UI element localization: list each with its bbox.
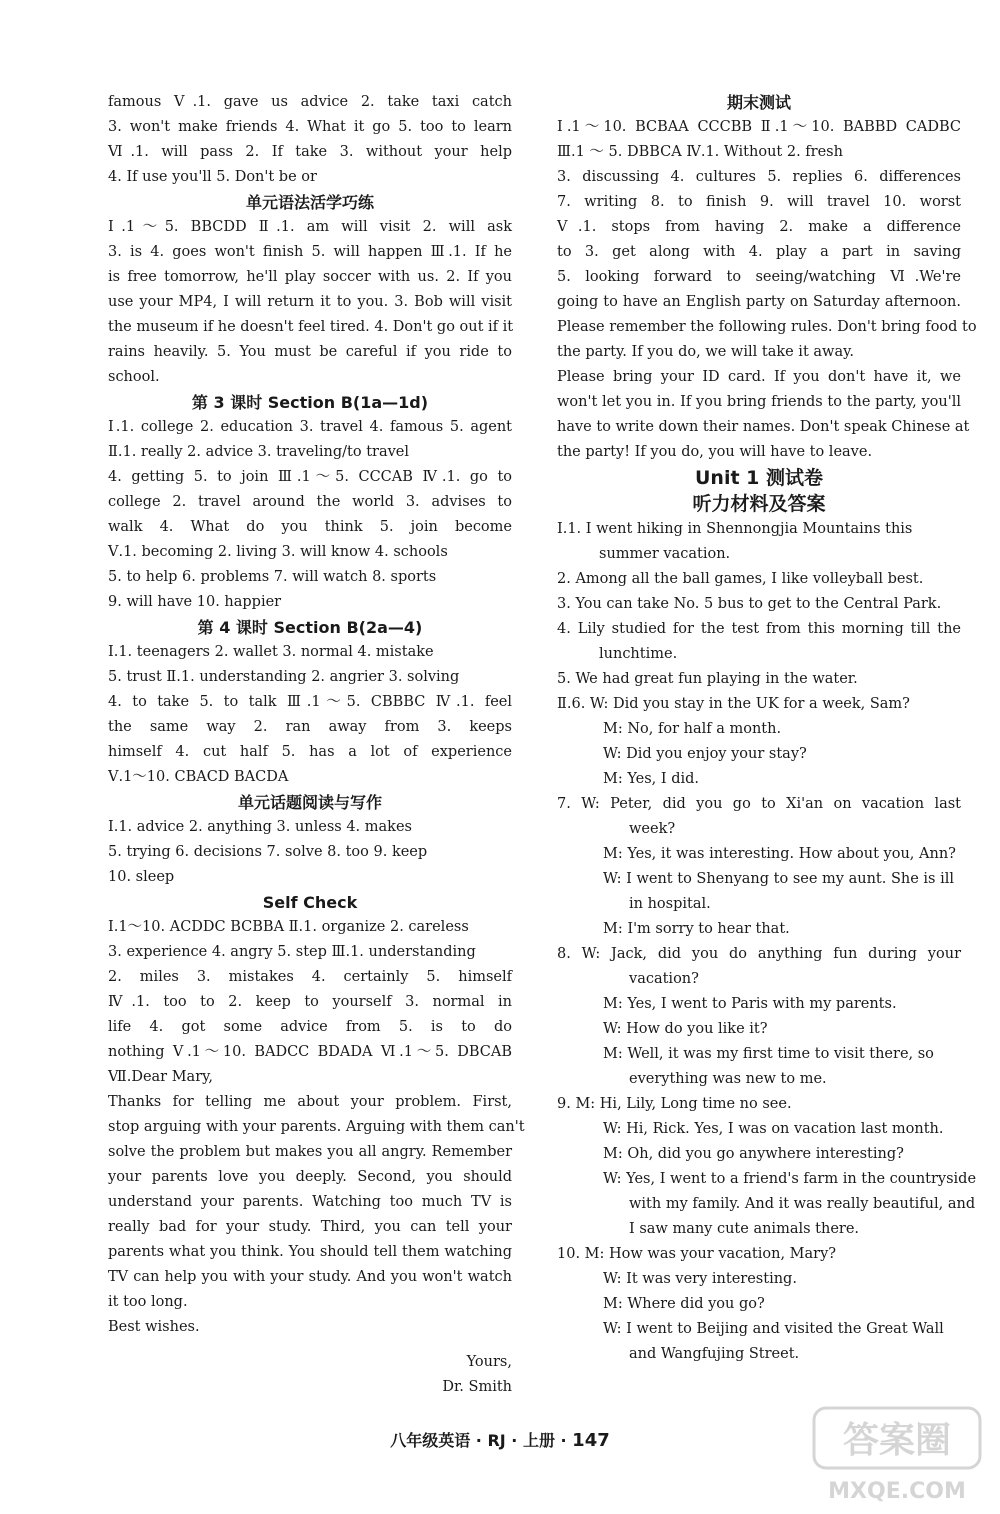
section-heading: 单元话题阅读与写作 [237,793,382,812]
text-line: 5. looking forward to seeing/watching Ⅵ.We're [557,269,961,285]
text-line: 3. You can take No. 5 bus to get to the Central Park. [557,596,942,612]
text-line: 7. W: Peter, did you go to Xi'an on vacation last [557,796,961,812]
text-line: Best wishes. [108,1319,200,1335]
text-line: solve the problem but makes you all angry. Remember [108,1144,512,1160]
dialogue-line: M: Yes, it was interesting. How about you, Ann? [603,846,956,862]
text-line: to 3. get along with 4. play a part in saving [557,244,961,260]
text-line: is free tomorrow, he'll play soccer with us. 2. If you [108,269,512,285]
text-line: 3. is 4. goes won't finish 5. will happen Ⅲ.1. If he [108,244,512,260]
text-line: Ⅰ.1. teenagers 2. wallet 3. normal 4. mistake [108,644,434,660]
text-line: lunchtime. [599,646,678,662]
text-line: 2. miles 3. mistakes 4. certainly 5. himself [108,969,512,985]
dialogue-line: W: Hi, Rick. Yes, I was on vacation last month. [603,1121,944,1137]
text-line: really bad for your study. Third, you can tell your [108,1219,512,1235]
section-heading: 第 3 课时 Section B(1a—1d) [191,393,429,412]
text-line: the same way 2. ran away from 3. keeps [108,719,512,735]
section-heading: 单元语法活学巧练 [245,193,374,212]
dialogue-line: M: No, for half a month. [603,721,782,737]
text-line: have to write down their names. Don't speak Chinese at [557,419,970,435]
text-line: 9. will have 10. happier [108,594,282,610]
watermark-top-text: 答案圈 [842,1420,952,1461]
section-heading: 期末测试 [726,93,791,112]
dialogue-line: M: Oh, did you go anywhere interesting? [603,1146,904,1162]
text-line: 10. M: How was your vacation, Mary? [557,1246,837,1262]
dialogue-line: vacation? [629,971,699,987]
dialogue-line: W: I went to Shenyang to see my aunt. She is ill [603,871,955,887]
text-line: 8. W: Jack, did you do anything fun during your [557,946,961,962]
text-line: your parents love you deeply. Second, you should [108,1169,512,1185]
dialogue-line: M: Yes, I did. [603,771,700,787]
text-line: 3. won't make friends 4. What it go 5. too to learn [108,119,512,135]
text-line: summer vacation. [599,546,731,562]
text-line: going to have an English party on Saturday afternoon. [557,294,961,310]
text-line: 5. trust Ⅱ.1. understanding 2. angrier 3. solving [108,669,460,685]
dialogue-line: I saw many cute animals there. [629,1221,860,1237]
text-line: 5. to help 6. problems 7. will watch 8. sports [108,569,437,585]
text-line: Ⅴ.1. becoming 2. living 3. will know 4. schools [108,544,448,560]
section-heading: 听力材料及答案 [692,493,826,515]
text-line: famous Ⅴ.1. gave us advice 2. take taxi catch [108,94,512,110]
text-line: 3. experience 4. angry 5. step Ⅲ.1. understanding [108,944,476,960]
page-number: 147 [572,1430,610,1451]
text-line: Ⅶ.Dear Mary, [108,1069,214,1085]
text-line: 10. sleep [108,869,175,885]
text-line: college 2. travel around the world 3. advises to [108,494,512,510]
dialogue-line: W: How do you like it? [603,1021,768,1037]
text-line: use your MP4, I will return it to you. 3. Bob will visit [108,294,512,310]
text-line: himself 4. cut half 5. has a lot of experience [108,744,512,760]
text-line: Ⅳ.1. too to 2. keep to yourself 3. normal in [108,994,512,1010]
text-line: won't let you in. If you bring friends to the party, you'll [557,394,961,410]
dialogue-line: everything was new to me. [629,1071,827,1087]
dialogue-line: W: I went to Beijing and visited the Great Wall [603,1321,944,1337]
text-line: rains heavily. 5. You must be careful if you ride to [108,344,512,360]
text-line: Ⅰ.1. advice 2. anything 3. unless 4. makes [108,819,412,835]
dialogue-line: W: Yes, I went to a friend's farm in the countryside [603,1171,977,1187]
text-line: Thanks for telling me about your problem. First, [108,1094,512,1110]
text-line: understand your parents. Watching too much TV is [108,1194,512,1210]
text-line: 9. M: Hi, Lily, Long time no see. [557,1096,792,1112]
text-line: 2. Among all the ball games, I like volleyball best. [557,571,924,587]
text-line: 5. We had great fun playing in the water. [557,671,858,687]
text-line: Ⅰ.1. college 2. education 3. travel 4. famous 5. agent [108,419,512,435]
text-line: Ⅵ.1. will pass 2. If take 3. without your help [108,144,512,160]
dialogue-line: W: It was very interesting. [603,1271,797,1287]
dialogue-line: with my family. And it was really beautiful, and [629,1196,976,1212]
text-line: 5. trying 6. decisions 7. solve 8. too 9. keep [108,844,428,860]
dialogue-line: M: Well, it was my first time to visit there, so [603,1046,934,1062]
dialogue-line: in hospital. [629,896,711,912]
text-line: the museum if he doesn't feel tired. 4. Don't go out if it [108,319,514,335]
text-line: Ⅰ.1～5. BBCDD Ⅱ.1. am will visit 2. will ask [108,219,512,235]
text-line: Please bring your ID card. If you don't have it, we [557,369,961,385]
section-heading: Self Check [262,893,358,912]
dialogue-line: M: Yes, I went to Paris with my parents. [603,996,897,1012]
text-line: the party! If you do, you will have to leave. [557,444,873,460]
dialogue-line: week? [629,821,676,837]
left-column [108,90,525,1400]
text-line: 4. Lily studied for the test from this morning till the [557,621,961,637]
text-line: parents what you think. You should tell them watching [108,1244,512,1260]
section-heading: Unit 1 测试卷 [695,467,823,489]
spacer [108,1340,512,1350]
text-line: the party. If you do, we will take it away. [557,344,854,360]
text-line: Ⅰ.1～10. ACDDC BCBBA Ⅱ.1. organize 2. careless [108,919,469,935]
right-column [557,90,977,1367]
dialogue-line: M: I'm sorry to hear that. [603,921,790,937]
text-line: Please remember the following rules. Don't bring food to [557,319,977,335]
text-line: 4. If use you'll 5. Don't be or [108,169,317,185]
text-line: Ⅲ.1 ～ 5. DBBCA Ⅳ.1. Without 2. fresh [557,144,843,160]
signature-line: Dr. Smith [442,1379,512,1395]
text-line: nothing Ⅴ.1～10. BADCC BDADA Ⅵ.1～5. DBCAB [108,1044,512,1060]
text-line: TV can help you with your study. And you won't watch [108,1269,512,1285]
dialogue-line: M: Where did you go? [603,1296,765,1312]
text-line: Ⅴ.1. stops from having 2. make a difference [557,219,961,235]
section-heading: 第 4 课时 Section B(2a—4) [197,618,423,637]
footer-label: 八年级英语 · RJ · 上册 · [390,1431,573,1450]
signature-line: Yours, [466,1354,512,1370]
text-line: it too long. [108,1294,188,1310]
watermark-bottom-text: MXQE.COM [828,1479,966,1504]
dialogue-line: and Wangfujing Street. [629,1346,800,1362]
text-line: Ⅰ.1～10. BCBAA CCCBB Ⅱ.1～10. BABBD CADBC [557,119,961,135]
text-line: Ⅴ.1～10. CBACD BACDA [108,769,289,785]
text-line: 3. discussing 4. cultures 5. replies 6. differences [557,169,961,185]
text-line: school. [108,369,160,385]
text-line: walk 4. What do you think 5. join become [108,519,512,535]
text-line: Ⅰ.1. I went hiking in Shennongjia Mountains this [557,521,913,537]
text-line: 4. getting 5. to join Ⅲ.1～5. CCCAB Ⅳ.1. go to [108,469,512,485]
text-line: 7. writing 8. to finish 9. will travel 10. worst [557,194,961,210]
text-line: life 4. got some advice from 5. is to do [108,1019,512,1035]
dialogue-line: W: Did you enjoy your stay? [603,746,807,762]
watermark-logo [812,1404,982,1508]
text-line: 4. to take 5. to talk Ⅲ.1～5. CBBBC Ⅳ.1. feel [108,694,512,710]
text-line: stop arguing with your parents. Arguing with them can't [108,1119,525,1135]
text-line: Ⅱ.6. W: Did you stay in the UK for a week, Sam? [557,696,910,712]
text-line: Ⅱ.1. really 2. advice 3. traveling/to travel [108,444,410,460]
